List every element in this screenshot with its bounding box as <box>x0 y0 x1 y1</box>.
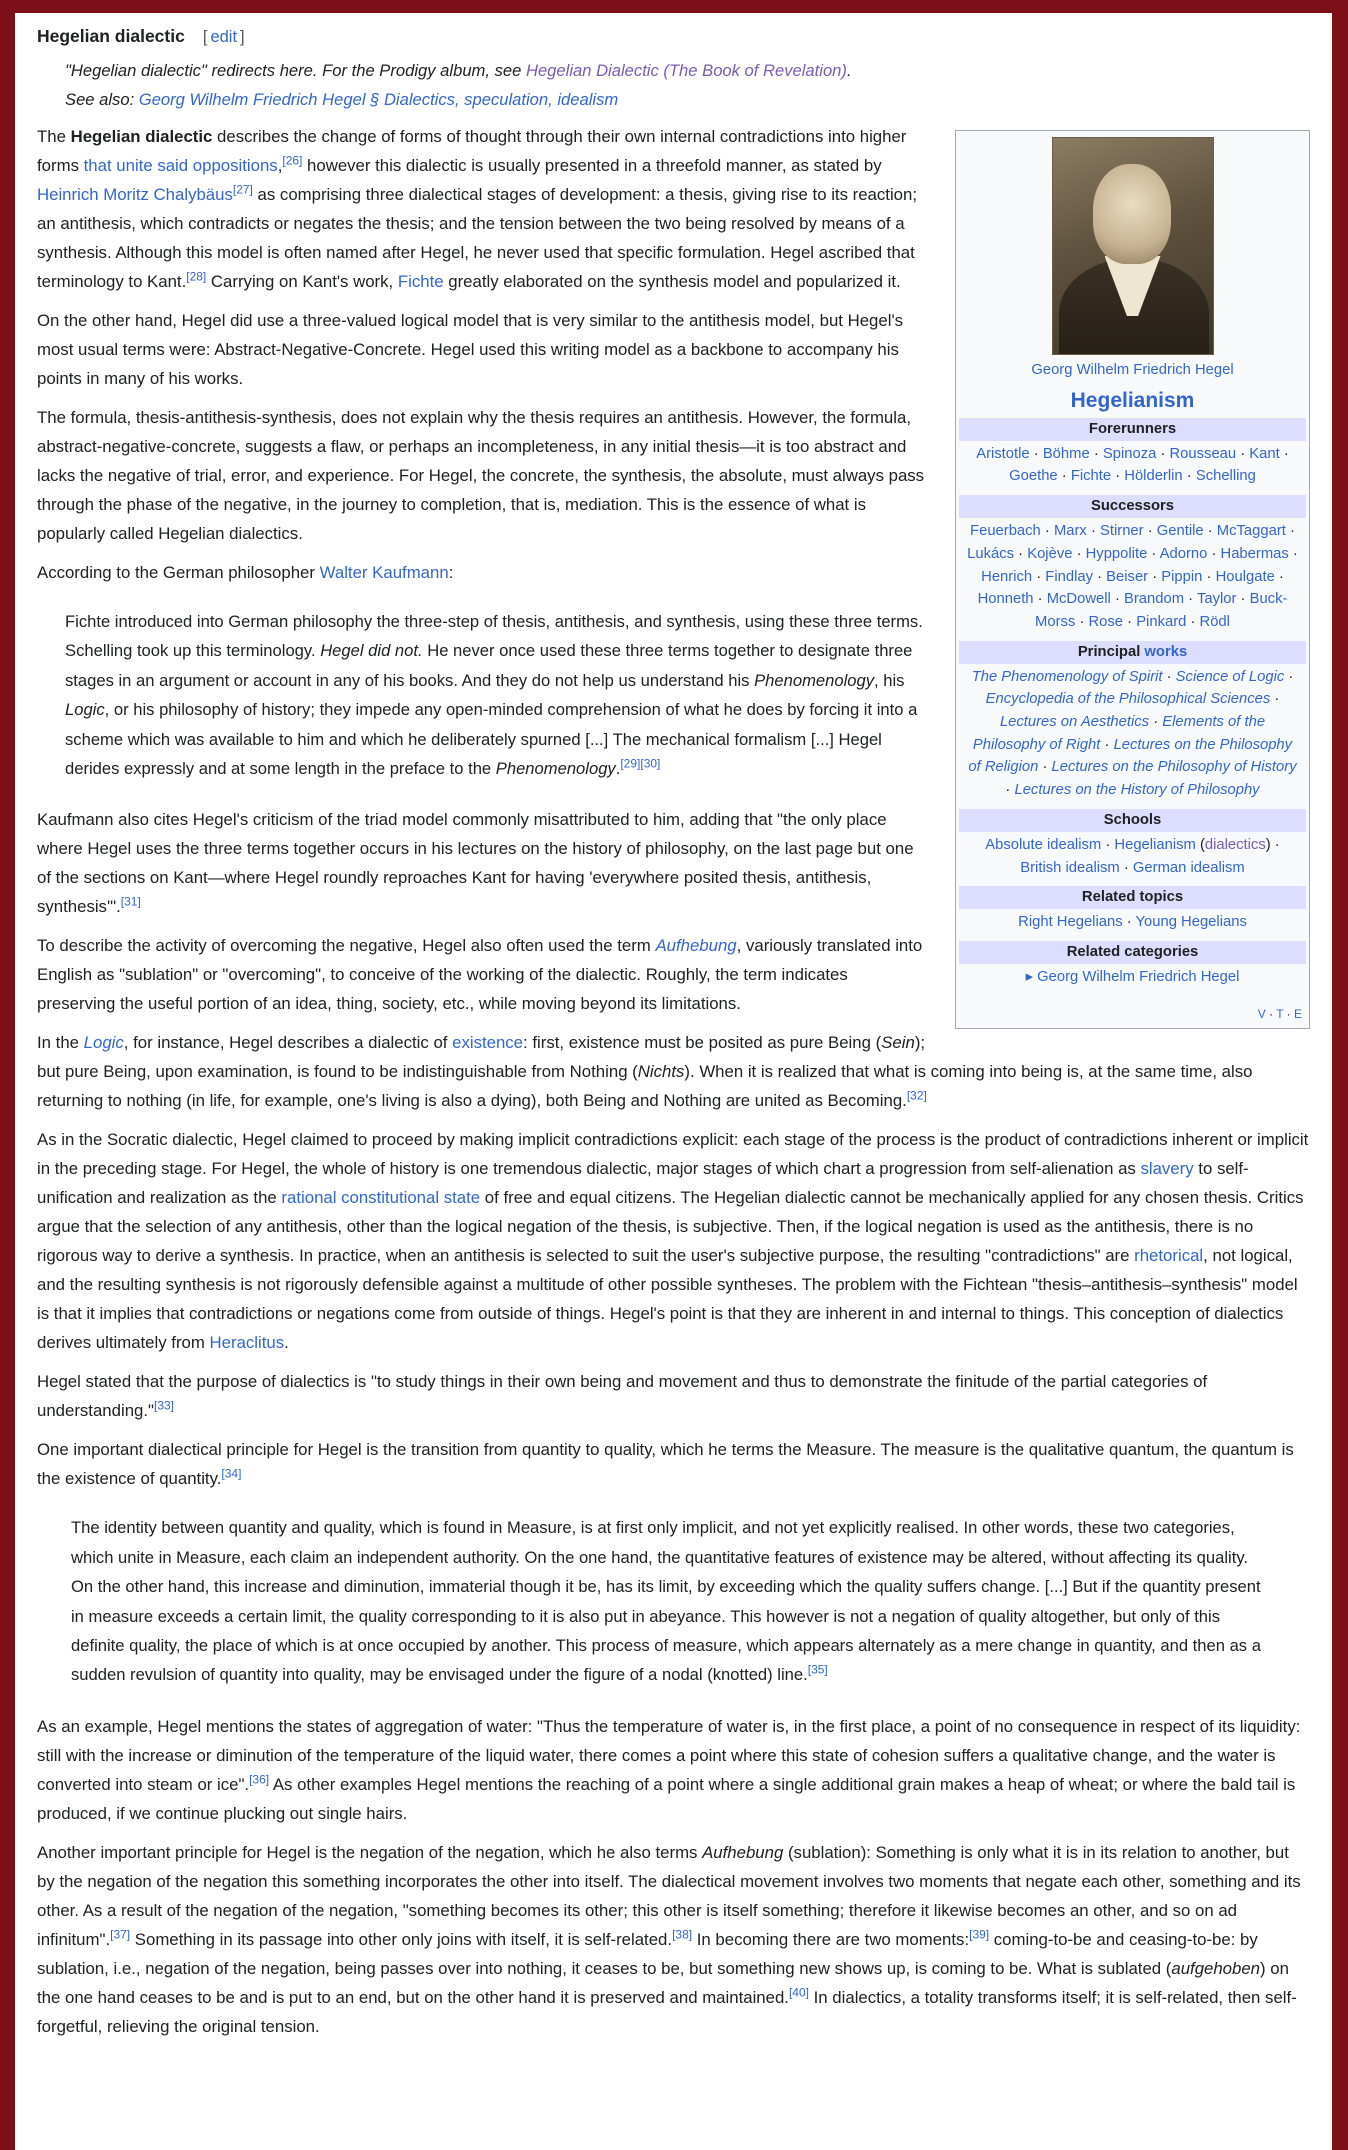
heraclitus-link[interactable]: Heraclitus <box>209 1333 285 1353</box>
expand-arrow-icon[interactable]: ▸ <box>1025 968 1038 985</box>
work-item[interactable]: Science of Logic <box>1175 668 1285 685</box>
schools-heading: Schools <box>959 809 1306 832</box>
fichte-link[interactable]: Fichte <box>397 272 444 291</box>
ref-35[interactable]: [35] <box>807 1662 828 1677</box>
paragraph-12: Another important principle for Hegel is the negation of the negation, which he also terms Aufhebung (sublation): Something is only what it is in its relation to another, but by the negation of the negation this something incorporates the other into itself. The dialectical movement involves two moments that negate each other, something and its other. As a result of the negation of the negation, "something becomes its other; this other is itself something; therefore it likewise becomes an other, and so on ad infinitum".[37] Something in its passage into other only joins with itself, it is self-related.[38] In becoming there are two moments:[39] coming-to-be and ceasing-to-be: by sublation, i.e., negation of the negation, being passes over into nothing, it ceases to be, but something new shows up, is coming to be. What is sublated (aufgehoben) on the one hand ceases to be and is put to an end, but on the other hand it is preserved and maintained.[40] In dialectics, a totality transforms itself; it is self-related, then self-forgetful, relieving the original tension. <box>37 1842 1301 2036</box>
portrait-caption[interactable]: Georg Wilhelm Friedrich Hegel <box>1031 362 1234 378</box>
successor-item[interactable]: Gentile <box>1156 523 1204 540</box>
successor-item[interactable]: Rose <box>1088 613 1124 630</box>
categories-list <box>959 965 1306 995</box>
paragraph-11: As an example, Hegel mentions the states of aggregation of water: "Thus the temperature of water is, in the first place, a point of no consequence in respect of its liquidity: still with the increase or diminution of the temperature of the liquid water, there comes a point where this state of cohesion suffers a qualitative change, and the water is converted into steam or ice".[36] As other examples Hegel mentions the reaching of a point where a single additional grain makes a heap of wheat; or where the bald tail is produced, if we continue plucking out single hairs. <box>37 1716 1301 1823</box>
hegel-portrait[interactable] <box>1052 137 1214 355</box>
ref-33[interactable]: [33] <box>154 1398 175 1413</box>
rhetorical-link[interactable]: rhetorical <box>1134 1246 1204 1266</box>
successors-list: Feuerbach · Marx · Stirner · Gentile · McTaggart · Lukács · Kojève · Hyppolite · Adorno · Habermas · Henrich · Findlay · Beiser · Pippin · Houlgate · Honneth · McDowell · Brandom · Taylor · Buck-Morss · Rose · Pinkard · Rödl <box>967 523 1298 630</box>
successor-item[interactable]: Lukács <box>967 545 1015 562</box>
successor-item[interactable]: Feuerbach <box>970 523 1041 540</box>
section-heading <box>37 21 1310 52</box>
successor-item[interactable]: Beiser <box>1106 568 1149 585</box>
topics-heading: Related topics <box>959 886 1306 909</box>
hegelianism-sidebar <box>955 130 1310 1029</box>
ref-39[interactable]: [39] <box>969 1927 990 1942</box>
successor-item[interactable]: McTaggart <box>1216 523 1286 540</box>
paragraph-2: On the other hand, Hegel did use a three-valued logical model that is very similar to the antithesis model, but Hegel's most usual terms were: Abstract-Negative-Concrete. Hegel used this writing model as a backbone to accompany his points in many of his works. <box>37 311 904 388</box>
measure-quote: The identity between quantity and quality, which is found in Measure, is at first only implicit, and not yet explicitly realised. In other words, these two categories, which unite in Measure, each claim an independent authority. On the one hand, the quantitative features of existence may be altered, without affecting its quality. On the other hand, this increase and diminution, immaterial though it be, has its limit, by exceeding which the quality suffers change. [...] But if the quantity present in measure exceeds a certain limit, the quality corresponding to it is also put in abeyance. This however is not a negation of quality altogether, but only of this definite quality, the place of which is at once occupied by another. This process of measure, which appears alternately as a mere change in quantity, and then as a sudden revulsion of quantity into quality, may be envisaged under the figure of a nodal (knotted) line.[35] <box>71 1518 1261 1685</box>
successor-item[interactable]: Marx <box>1053 523 1087 540</box>
chalybaus-link[interactable]: Heinrich Moritz Chalybäus <box>37 185 233 204</box>
successors-heading: Successors <box>959 495 1306 518</box>
existence-link[interactable]: existence <box>452 1033 524 1053</box>
successor-item[interactable]: Findlay <box>1045 568 1093 585</box>
successor-item[interactable]: Hyppolite <box>1085 545 1148 562</box>
edit-template-link[interactable]: E <box>1293 1006 1302 1021</box>
edit-section: [ edit ] <box>202 28 245 46</box>
aufhebung-link[interactable]: Aufhebung <box>655 936 737 956</box>
ref-27[interactable]: [27] <box>232 182 253 197</box>
successor-item[interactable]: Pinkard <box>1136 613 1187 630</box>
ref-29[interactable]: [29] <box>620 756 641 771</box>
school-british-idealism[interactable]: British idealism <box>1020 859 1120 876</box>
edit-link[interactable]: edit <box>210 28 238 46</box>
topics-list: Right Hegelians · Young Hegelians <box>1018 914 1247 931</box>
ref-38[interactable]: [38] <box>672 1927 693 1942</box>
kaufmann-quote: Fichte introduced into German philosophy the three-step of thesis, antithesis, and synthesis, using these three terms. Schelling took up this terminology. Hegel did not. He never once used these three terms together to designate three stages in an argument or account in any of his books. And they do not help us understand his Phenomenology, his Logic, or his philosophy of history; they impede any open-minded comprehension of what he does by forcing it into a scheme which was available to him and which he deliberately spurned [...] The mechanical formalism [...] Hegel derides expressly and at some length in the preface to the Phenomenology.[29][30] <box>65 612 923 779</box>
forerunner-item[interactable]: Spinoza <box>1102 445 1157 462</box>
successor-item[interactable]: Honneth <box>977 591 1034 608</box>
work-item[interactable]: Lectures on Aesthetics <box>999 714 1150 731</box>
portrait-face <box>1093 164 1171 264</box>
forerunner-item[interactable]: Rousseau <box>1169 445 1237 462</box>
works-link[interactable]: works <box>1144 643 1188 660</box>
successor-item[interactable]: Houlgate <box>1215 568 1275 585</box>
paragraph-9: Hegel stated that the purpose of dialectics is "to study things in their own being and movement and thus to demonstrate the finitude of the partial categories of understanding."[33] <box>37 1372 1208 1421</box>
ref-40[interactable]: [40] <box>788 1985 809 2000</box>
paragraph-5: Kaufmann also cites Hegel's criticism of the triad model commonly misattributed to him, adding that "the only place where Hegel uses the three terms together occurs in his lectures on the history of philosophy, on the last page but one of the sections on Kant—where Hegel roundly reproaches Kant for having 'everywhere posited thesis, antithesis, synthesis'".[31] <box>37 810 914 917</box>
slavery-link[interactable]: slavery <box>1140 1159 1194 1179</box>
schools-list: Absolute idealism · Hegelianism (dialectics) · British idealism · German idealism <box>985 836 1280 876</box>
forerunners-list: Aristotle · Böhme · Spinoza · Rousseau · Kant · Goethe · Fichte · Hölderlin · Schelling <box>976 445 1289 485</box>
school-german-idealism[interactable]: German idealism <box>1132 859 1245 876</box>
category-hegel[interactable]: Georg Wilhelm Friedrich Hegel <box>1037 968 1240 985</box>
successor-item[interactable]: Habermas <box>1220 545 1289 562</box>
work-item[interactable]: The Phenomenology of Spirit <box>971 668 1163 685</box>
categories-heading: Related categories <box>959 941 1306 964</box>
forerunner-item[interactable]: Kant <box>1249 445 1280 462</box>
article-page <box>15 13 1332 2150</box>
paragraph-1: The Hegelian dialectic describes the change of forms of thought through their own internal contradictions into higher forms that unite said oppositions,[26] however this dialectic is usually presented in a threefold manner, as stated by Heinrich Moritz Chalybäus[27] as comprising three dialectical stages of development: a thesis, giving rise to its reaction; an antithesis, which contradicts or negates the thesis; and the tension between the two being resolved by means of a synthesis. Although this model is often named after Hegel, he never used that specific formulation. Hegel ascribed that terminology to Kant.[28] Carrying on Kant's work, Fichte greatly elaborated on the synthesis model and popularized it. <box>37 127 917 291</box>
unite-oppositions-link[interactable]: that unite said oppositions <box>83 156 278 175</box>
view-template-link[interactable]: V <box>1257 1006 1266 1021</box>
topic-item[interactable]: Young Hegelians <box>1135 914 1247 931</box>
paragraph-8: As in the Socratic dialectic, Hegel claimed to proceed by making implicit contradictions explicit: each stage of the process is the product of contradictions inherent or implicit in the preceding stage. For Hegel, the whole of history is one tremendous dialectic, major stages of which chart a progression from self-alienation as slavery to self-unification and realization as the rational constitutional state of free and equal citizens. The Hegelian dialectic cannot be mechanically applied for any chosen thesis. Critics argue that the selection of any antithesis, other than the logical negation of the thesis, is subjective. Then, if the logical negation is used as the antithesis, there is no rigorous way to derive a synthesis. In practice, when an antithesis is selected to suit the user's subjective purpose, the resulting "contradictions" are rhetorical, not logical, and the resulting synthesis is not rigorously defensible against a multitude of other possible syntheses. The problem with the Fichtean "thesis–antithesis–synthesis" model is that it implies that contradictions or negations come from outside of things. Hegel's point is that they are inherent in and internal to things. This conception of dialectics derives ultimately from Heraclitus. <box>37 1130 1309 1353</box>
successor-item[interactable]: Pippin <box>1161 568 1203 585</box>
ref-26[interactable]: [26] <box>282 153 303 168</box>
work-item[interactable]: Lectures on the Philosophy of History <box>1051 759 1297 776</box>
forerunner-item[interactable]: Schelling <box>1195 468 1256 485</box>
section-title: Hegelian dialectic <box>37 26 185 46</box>
topic-item[interactable]: Right Hegelians <box>1018 914 1123 931</box>
ref-30[interactable]: [30] <box>640 756 661 771</box>
school-hegelianism[interactable]: Hegelianism <box>1114 836 1196 853</box>
ref-36[interactable]: [36] <box>249 1772 270 1787</box>
paragraph-6: To describe the activity of overcoming the negative, Hegel also often used the term Aufhebung, variously translated into English as "sublation" or "overcoming", to conceive of the working of the dialectic. Roughly, the term indicates preserving the useful portion of an idea, thing, society, etc., while moving beyond its limitations. <box>37 936 923 1014</box>
successor-item[interactable]: Stirner <box>1100 523 1144 540</box>
school-absolute-idealism[interactable]: Absolute idealism <box>985 836 1102 853</box>
work-item[interactable]: Encyclopedia of the Philosophical Sciences <box>985 691 1271 708</box>
paragraph-4: According to the German philosopher Walter Kaufmann: <box>37 563 454 582</box>
paragraph-10: One important dialectical principle for Hegel is the transition from quantity to quality, which he terms the Measure. The measure is the qualitative quantum, the quantum is the existence of quantity.[34] <box>37 1440 1294 1489</box>
school-dialectics[interactable]: dialectics <box>1204 836 1266 853</box>
ref-28[interactable]: [28] <box>186 269 207 284</box>
talk-template-link[interactable]: T <box>1276 1006 1284 1021</box>
constitutional-state-link[interactable]: rational constitutional state <box>281 1188 481 1208</box>
forerunners-heading: Forerunners <box>959 418 1306 441</box>
see-also-hatnote: See also: Georg Wilhelm Friedrich Hegel § Dialectics, speculation, idealism <box>65 90 619 109</box>
redirect-hatnote: "Hegelian dialectic" redirects here. For the Prodigy album, see Hegelian Dialectic (The Book of Revelation). <box>65 61 852 80</box>
successor-item[interactable]: Henrich <box>981 568 1033 585</box>
ref-34[interactable]: [34] <box>221 1466 242 1481</box>
successor-item[interactable]: Rödl <box>1199 613 1230 630</box>
vte-links: V · T · E <box>1257 1006 1302 1021</box>
logic-link[interactable]: Logic <box>83 1033 124 1053</box>
forerunner-item[interactable]: Fichte <box>1070 468 1112 485</box>
paragraph-3: The formula, thesis-antithesis-synthesis, does not explain why the thesis requires an antithesis. However, the formula, abstract-negative-concrete, suggests a flaw, or perhaps an incompleteness, in any initial thesis—it is too abstract and lacks the negative of trial, error, and experience. For Hegel, the concrete, the synthesis, the absolute, must always pass through the phase of the negative, in the journey to completion, that is, mediation. This is the essence of what is popularly called Hegelian dialectics. <box>37 408 925 543</box>
successor-item[interactable]: Buck-Morss <box>1035 591 1288 630</box>
ref-37[interactable]: [37] <box>110 1927 131 1942</box>
forerunner-item[interactable]: Böhme <box>1042 445 1090 462</box>
paragraph-7: In the Logic, for instance, Hegel describes a dialectic of existence: first, existence must be posited as pure Being (Sein); but pure Being, upon examination, is found to be indistinguishable from Nothing (Nichts). When it is realized that what is coming into being is, at the same time, also returning to nothing (in life, for example, one's living is also a dying), both Being and Nothing are united as Becoming.[32] <box>37 1033 1253 1111</box>
forerunner-item[interactable]: Hölderlin <box>1124 468 1183 485</box>
see-also-link[interactable]: Georg Wilhelm Friedrich Hegel § Dialectics, speculation, idealism <box>138 90 619 109</box>
forerunner-item[interactable]: Goethe <box>1009 468 1058 485</box>
ref-32[interactable]: [32] <box>906 1088 927 1103</box>
works-heading: Principal works <box>959 641 1306 664</box>
ref-31[interactable]: [31] <box>120 894 141 909</box>
successor-item[interactable]: Kojève <box>1027 545 1073 562</box>
successor-item[interactable]: Adorno <box>1159 545 1208 562</box>
work-item[interactable]: Lectures on the Philosophy of Religion <box>968 736 1293 776</box>
works-list: The Phenomenology of Spirit · Science of Logic · Encyclopedia of the Philosophical Sciences · Lectures on Aesthetics · Elements of the Philosophy of Right · Lectures on the Philosophy of Religion · Lectures on the Philosophy of History · Lectures on the History of Philosophy <box>968 668 1297 799</box>
forerunner-item[interactable]: Aristotle <box>976 445 1030 462</box>
successor-item[interactable]: Taylor <box>1196 591 1237 608</box>
sidebar-title[interactable]: Hegelianism <box>1070 388 1195 412</box>
kaufmann-link[interactable]: Walter Kaufmann <box>319 563 449 582</box>
work-item[interactable]: Elements of the Philosophy of Right <box>972 714 1266 753</box>
successor-item[interactable]: McDowell <box>1046 591 1111 608</box>
successor-item[interactable]: Brandom <box>1124 591 1185 608</box>
prodigy-album-link[interactable]: Hegelian Dialectic (The Book of Revelation) <box>525 61 847 80</box>
work-item[interactable]: Lectures on the History of Philosophy <box>1014 782 1260 799</box>
